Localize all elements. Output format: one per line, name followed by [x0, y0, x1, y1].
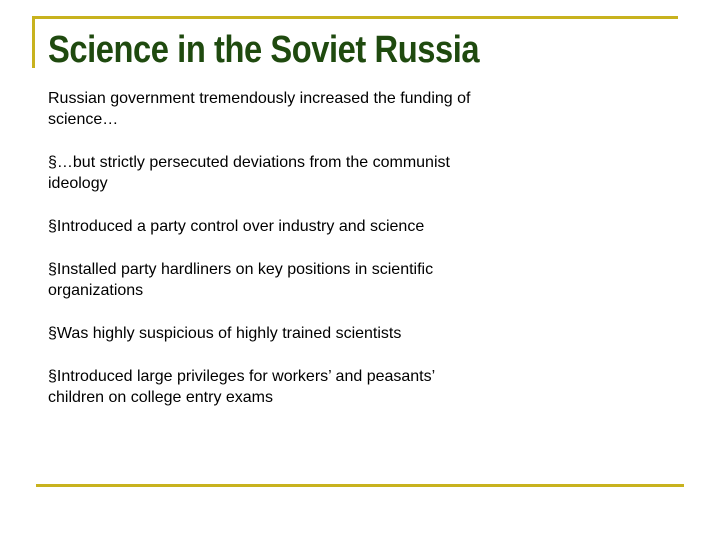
bullet-item: [48, 216, 478, 237]
bullet-text: Introduced large privileges for workers’ and peasants’ children on college entry exams: [48, 368, 435, 406]
bullet-marker-icon: §: [48, 218, 57, 235]
bullet-text: Introduced a party control over industry and science: [56, 218, 425, 235]
bottom-rule: [36, 484, 684, 487]
slide-body: [48, 88, 478, 430]
intro-paragraph: Russian government tremendously increased the funding of science…: [48, 90, 471, 128]
bullet-marker-icon: §: [48, 261, 57, 278]
bullet-item: [48, 323, 478, 344]
bullet-item: [48, 366, 478, 408]
bullet-text: …but strictly persecuted deviations from the communist ideology: [48, 154, 450, 192]
top-rule: [32, 16, 678, 19]
bullet-item: [48, 259, 478, 301]
bullet-marker-icon: §: [48, 325, 57, 342]
bullet-text: Installed party hardliners on key positions in scientific organizations: [48, 261, 434, 299]
bullet-text: Was highly suspicious of highly trained scientists: [56, 325, 402, 342]
slide-title: Science in the Soviet Russia: [48, 29, 480, 71]
bullet-list: [48, 152, 478, 408]
bullet-item: [48, 152, 478, 194]
left-rule: [32, 16, 35, 68]
bullet-marker-icon: §: [48, 368, 57, 385]
bullet-marker-icon: §: [48, 154, 57, 171]
